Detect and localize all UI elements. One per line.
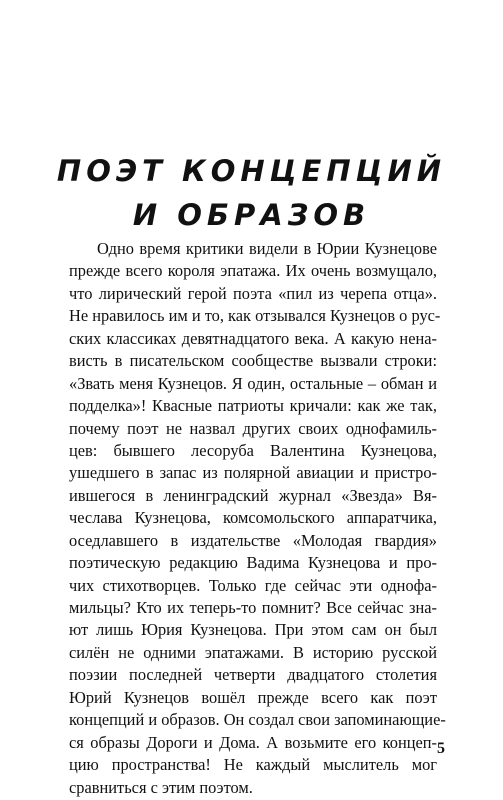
- text-line: подделка»! Квасные патриоты кричали: как же так,: [69, 396, 437, 416]
- text-line: поэтическую редакцию Вадима Кузнецова и про-: [69, 553, 437, 573]
- text-line: Не нравилось им и то, как отзывался Кузнецов о рус-: [69, 306, 441, 326]
- chapter-title-line-1: ПОЭТ КОНЦЕПЦИЙ: [56, 154, 447, 188]
- text-line: ских классиках девятнадцатого века. А какую нена-: [69, 328, 437, 348]
- text-line: Юрий Кузнецов вошёл прежде всего как поэт: [69, 687, 437, 707]
- text-line: прежде всего короля эпатажа. Их очень возмущало,: [69, 261, 437, 281]
- text-line: силён не одними эпатажами. В историю русской: [69, 642, 437, 662]
- chapter-title-line-2: И ОБРАЗОВ: [132, 198, 371, 232]
- text-line: ившегося в ленинградский журнал «Звезда» Вя-: [69, 485, 437, 505]
- text-line: поэзии последней четверти двадцатого столетия: [69, 665, 437, 685]
- text-line: висть в писательском сообществе вызвали строки:: [69, 351, 437, 371]
- text-line: цев: бывшего лесоруба Валентина Кузнецова,: [69, 440, 437, 460]
- text-line: мильцы? Кто их теперь-то помнит? Все сейчас зна-: [69, 598, 437, 617]
- text-line: «Звать меня Кузнецов. Я один, остальные – обман и: [69, 373, 437, 393]
- text-line: сравниться с этим поэтом.: [69, 777, 253, 797]
- text-line: ся образы Дороги и Дома. А возьмите его концеп-: [69, 732, 437, 752]
- text-line: Одно время критики видели в Юрии Кузнецове: [97, 239, 437, 258]
- chapter-body: [69, 238, 446, 799]
- text-line: ют лишь Юрия Кузнецова. При этом сам он был: [69, 620, 437, 640]
- text-line: концепций и образов. Он создал свои запоминающие-: [69, 710, 446, 730]
- text-line: чих стихотворцев. Только где сейчас эти однофа-: [69, 575, 437, 595]
- text-line: что лирический герой поэта «пил из черепа отца».: [69, 283, 437, 303]
- text-line: почему поэт не назвал других своих однофамиль-: [69, 418, 437, 438]
- text-line: ушедшего в запас из полярной авиации и пристро-: [69, 463, 437, 483]
- page-number: 5: [437, 740, 445, 757]
- text-line: цию пространства! Не каждый мыслитель мог: [69, 755, 437, 775]
- text-line: чеслава Кузнецова, комсомольского аппаратчика,: [69, 508, 437, 528]
- text-line: оседлавшего в издательстве «Молодая гвардия»: [69, 530, 437, 550]
